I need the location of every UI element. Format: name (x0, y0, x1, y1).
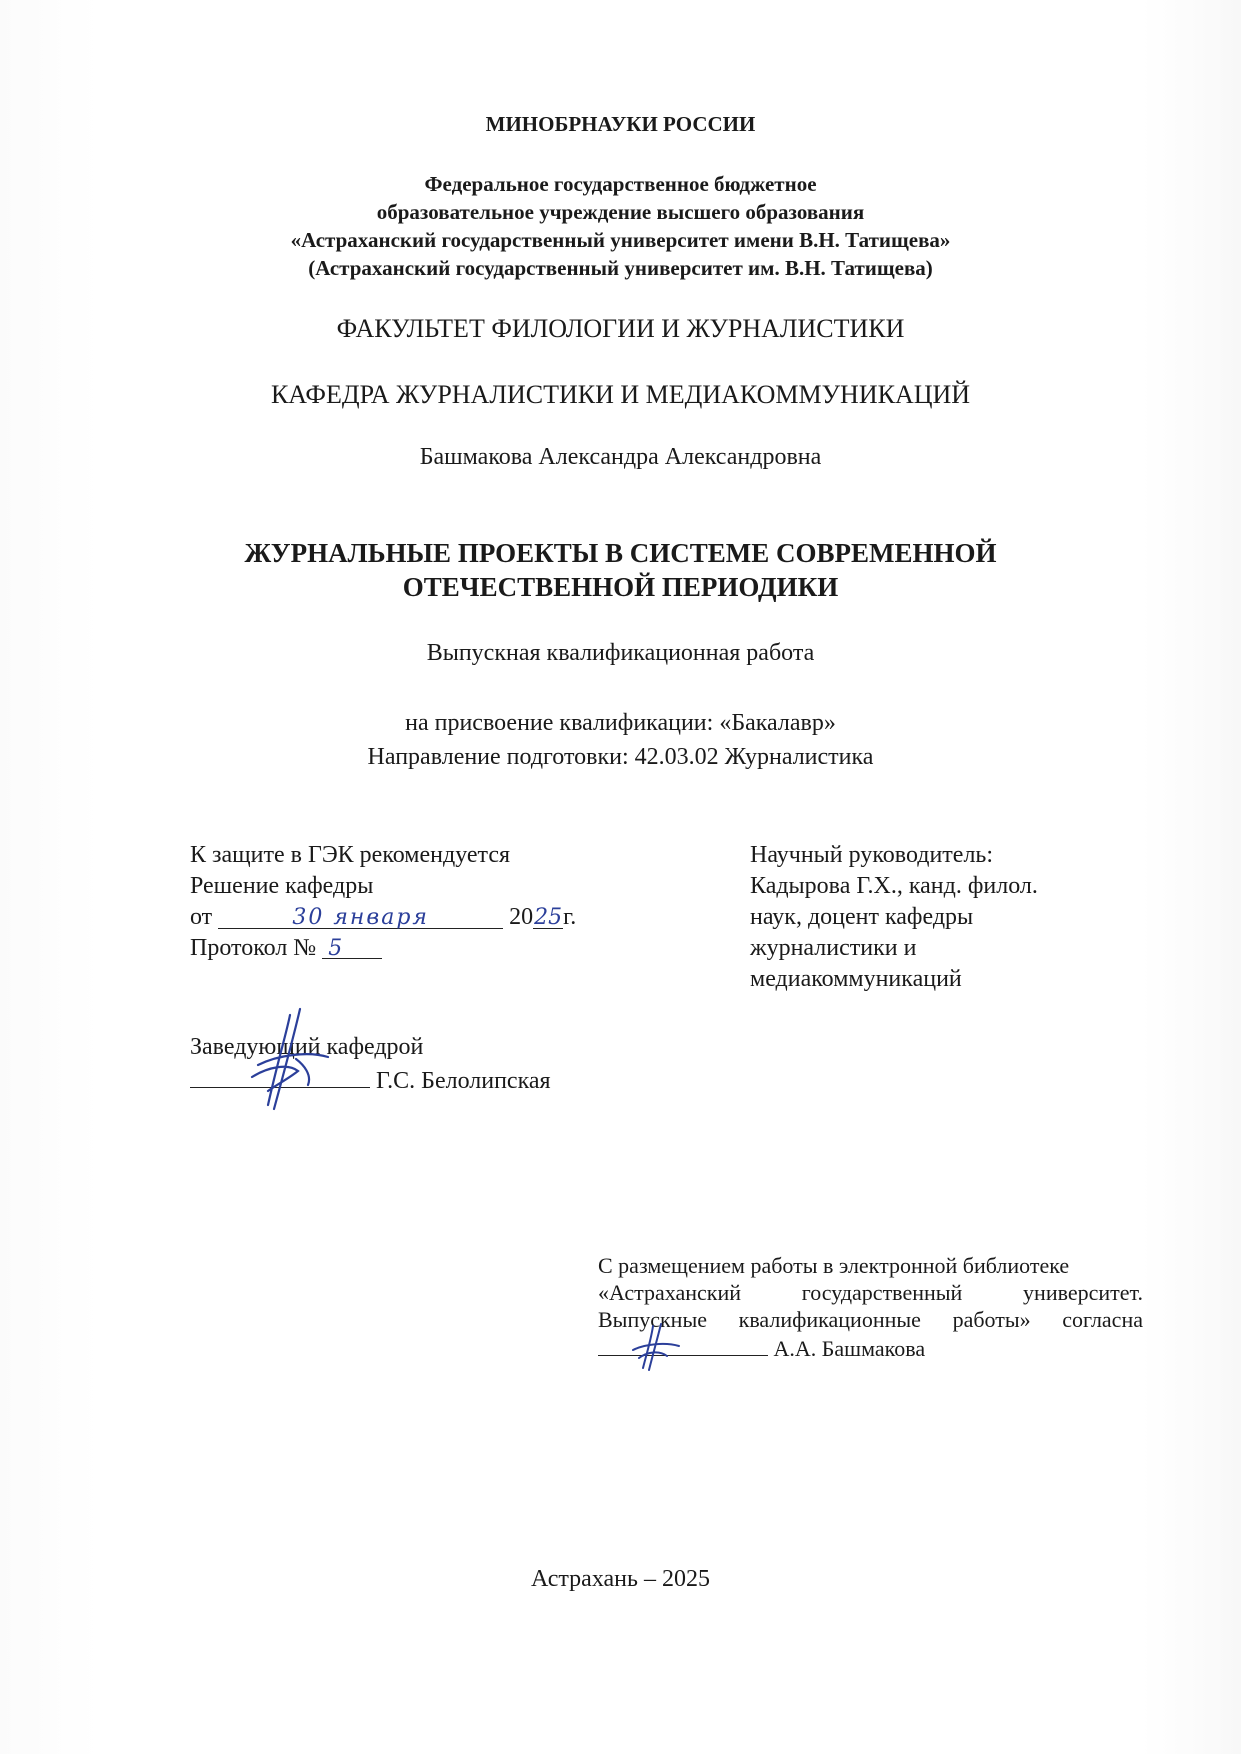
protocol-row (190, 933, 630, 964)
year-prefix: 20 (509, 904, 534, 930)
supervisor-line: журналистики и (750, 935, 917, 961)
org-line: образовательное учреждение высшего образования (376, 200, 865, 224)
protocol-label: Протокол № (190, 935, 317, 961)
supervisor-line: наук, доцент кафедры (750, 904, 974, 930)
direction: Направление подготовки: 42.03.02 Журналистика (367, 744, 874, 770)
year-suffix: г. (563, 904, 577, 930)
supervisor-label: Научный руководитель: (750, 842, 994, 868)
decision-text: Решение кафедры (190, 873, 374, 899)
library-consent-block (598, 1252, 1143, 1362)
org-line: «Астраханский государственный университет имени В.Н. Татищева» (290, 228, 951, 252)
supervisor-line: медиакоммуникаций (750, 966, 962, 992)
library-line: «Астраханский государственный университет. (598, 1280, 1143, 1305)
handwritten-date: 30 января (218, 902, 503, 929)
date-prefix: от (190, 904, 213, 930)
head-signature-row (190, 1063, 630, 1097)
defense-recommendation (190, 840, 630, 964)
signature-line (190, 1063, 370, 1088)
decision-date-row (190, 902, 630, 933)
qualification: на присвоение квалификации: «Бакалавр» (405, 710, 836, 736)
author-name: Башмакова Александра Александровна (419, 444, 822, 470)
city-year: Астрахань – 2025 (531, 1566, 710, 1592)
head-label: Заведующий кафедрой (190, 1034, 424, 1060)
library-line: С размещением работы в электронной библиотеке (598, 1253, 1070, 1278)
handwritten-protocol-number: 5 (322, 933, 382, 959)
head-of-department-block (190, 1032, 630, 1097)
org-line: (Астраханский государственный университет им. В.Н. Татищева) (308, 256, 933, 280)
head-name: Г.С. Белолипская (376, 1068, 551, 1094)
org-line: Федеральное государственное бюджетное (424, 172, 817, 196)
library-line: Выпускные квалификационные работы» согласна (598, 1307, 1143, 1332)
faculty-name: ФАКУЛЬТЕТ ФИЛОЛОГИИ И ЖУРНАЛИСТИКИ (336, 314, 905, 343)
ministry-heading: МИНОБРНАУКИ РОССИИ (485, 112, 756, 136)
organization-name (0, 170, 1241, 282)
signature-line (598, 1333, 768, 1356)
supervisor-block (750, 840, 1130, 995)
thesis-title (0, 536, 1241, 604)
library-signature-row (598, 1333, 1143, 1362)
recommend-text: К защите в ГЭК рекомендуется (190, 842, 511, 868)
title-line: ЖУРНАЛЬНЫЕ ПРОЕКТЫ В СИСТЕМЕ СОВРЕМЕННОЙ (244, 538, 997, 568)
supervisor-line: Кадырова Г.Х., канд. филол. (750, 873, 1038, 899)
title-line: ОТЕЧЕСТВЕННОЙ ПЕРИОДИКИ (402, 572, 839, 602)
qualification-block (0, 706, 1241, 774)
work-type: Выпускная квалификационная работа (426, 640, 815, 666)
library-signer-name: А.А. Башмакова (773, 1336, 926, 1361)
department-name: КАФЕДРА ЖУРНАЛИСТИКИ И МЕДИАКОММУНИКАЦИЙ (270, 380, 971, 409)
handwritten-year: 25 (533, 902, 563, 929)
